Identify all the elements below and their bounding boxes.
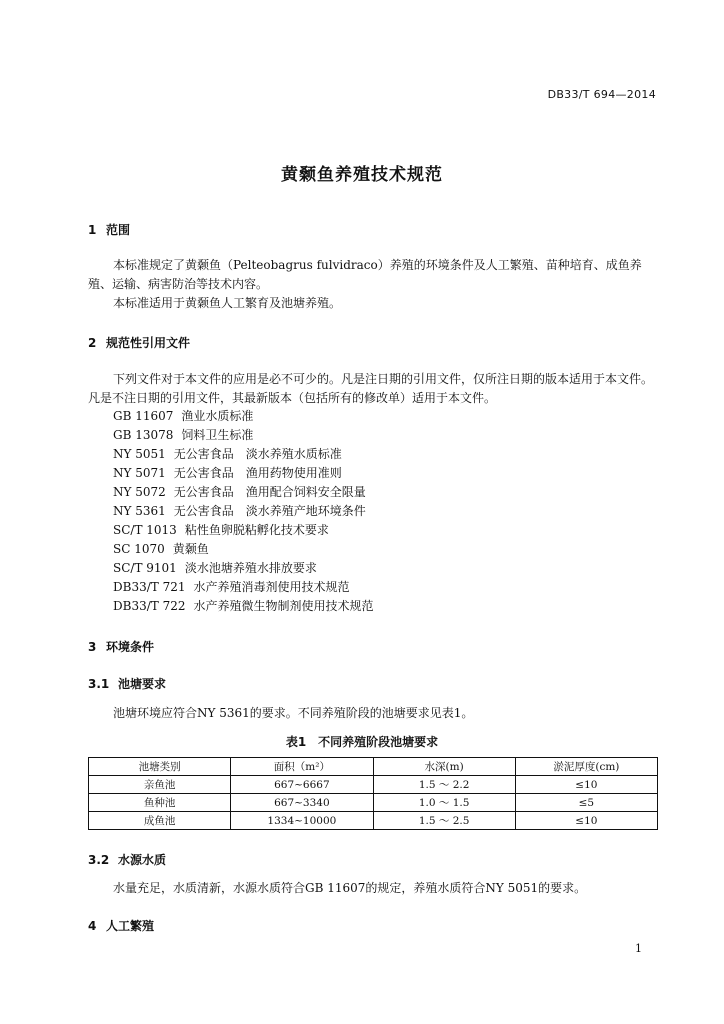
- list-item: NY 5072 无公害食品 渔用配合饲料安全限量: [113, 485, 366, 499]
- section-1-heading: [88, 221, 130, 238]
- section-2-heading: [88, 334, 190, 351]
- column-header: 淤泥厚度(cm): [515, 758, 657, 776]
- section-title: 池塘要求: [118, 677, 167, 691]
- list-item: SC 1070 黄颡鱼: [113, 542, 209, 556]
- section-number: 4: [88, 919, 97, 933]
- page-number: 1: [635, 942, 642, 955]
- list-item: GB 13078 饲料卫生标准: [113, 428, 254, 442]
- section-1-paragraph-2: 本标准适用于黄颡鱼人工繁育及池塘养殖。: [113, 296, 342, 310]
- section-title: 范围: [106, 223, 131, 237]
- section-number: 1: [88, 223, 97, 237]
- section-3-1-heading: [88, 675, 166, 692]
- list-item: SC/T 9101 淡水池塘养殖水排放要求: [113, 561, 317, 575]
- table-cell: 1.0 ～ 1.5: [373, 794, 515, 812]
- table-row: [89, 794, 658, 812]
- table-row: [89, 812, 658, 830]
- section-1-paragraph-1: 本标准规定了黄颡鱼（Pelteobagrus fulvidraco）养殖的环境条件及人工繁殖、苗种培育、成鱼养殖、运输、病害防治等技术内容。: [88, 258, 642, 291]
- table-cell: 1.5 ～ 2.5: [373, 812, 515, 830]
- table-cell: 亲鱼池: [89, 776, 231, 794]
- section-title: 环境条件: [106, 640, 155, 654]
- table-cell: 鱼种池: [89, 794, 231, 812]
- table-1-title: 表1 不同养殖阶段池塘要求: [285, 735, 439, 749]
- table-cell: 成鱼池: [89, 812, 231, 830]
- list-item: SC/T 1013 粘性鱼卵脱粘孵化技术要求: [113, 523, 329, 537]
- pond-requirements-table: [88, 757, 658, 830]
- list-item: NY 5051 无公害食品 淡水养殖水质标准: [113, 447, 342, 461]
- section-number: 3.1: [88, 677, 110, 691]
- section-4-heading: [88, 917, 154, 934]
- table-cell: 667~3340: [231, 794, 373, 812]
- list-item: NY 5071 无公害食品 渔用药物使用准则: [113, 466, 342, 480]
- section-2-paragraph-1: 下列文件对于本文件的应用是必不可少的。凡是注日期的引用文件，仅所注日期的版本适用于本文件。凡是不注日期的引用文件，其最新版本（包括所有的修改单）适用于本文件。: [88, 372, 654, 405]
- table-cell: 1334~10000: [231, 812, 373, 830]
- section-3-2-heading: [88, 851, 166, 868]
- section-3-1-paragraph: 池塘环境应符合NY 5361的要求。不同养殖阶段的池塘要求见表1。: [113, 706, 474, 720]
- section-3-heading: [88, 638, 154, 655]
- table-cell: ≤10: [515, 776, 657, 794]
- section-number: 2: [88, 336, 97, 350]
- section-number: 3.2: [88, 853, 110, 867]
- table-cell: 1.5 ～ 2.2: [373, 776, 515, 794]
- table-cell: ≤5: [515, 794, 657, 812]
- table-header-row: [89, 758, 658, 776]
- section-title: 水源水质: [118, 853, 167, 867]
- table-cell: 667~6667: [231, 776, 373, 794]
- column-header: 池塘类别: [89, 758, 231, 776]
- document-title: 黄颡鱼养殖技术规范: [281, 165, 443, 185]
- section-title: 规范性引用文件: [106, 336, 191, 350]
- column-header: 面积（m²）: [231, 758, 373, 776]
- table-cell: ≤10: [515, 812, 657, 830]
- section-title: 人工繁殖: [106, 919, 155, 933]
- reference-list: [113, 407, 374, 616]
- list-item: DB33/T 722 水产养殖微生物制剂使用技术规范: [113, 599, 374, 613]
- list-item: NY 5361 无公害食品 淡水养殖产地环境条件: [113, 504, 366, 518]
- section-number: 3: [88, 640, 97, 654]
- list-item: GB 11607 渔业水质标准: [113, 409, 254, 423]
- table-row: [89, 776, 658, 794]
- standard-code: DB33/T 694—2014: [547, 88, 656, 101]
- section-3-2-paragraph: 水量充足，水质清新，水源水质符合GB 11607的规定，养殖水质符合NY 5051的要求。: [113, 881, 587, 895]
- column-header: 水深(m): [373, 758, 515, 776]
- list-item: DB33/T 721 水产养殖消毒剂使用技术规范: [113, 580, 350, 594]
